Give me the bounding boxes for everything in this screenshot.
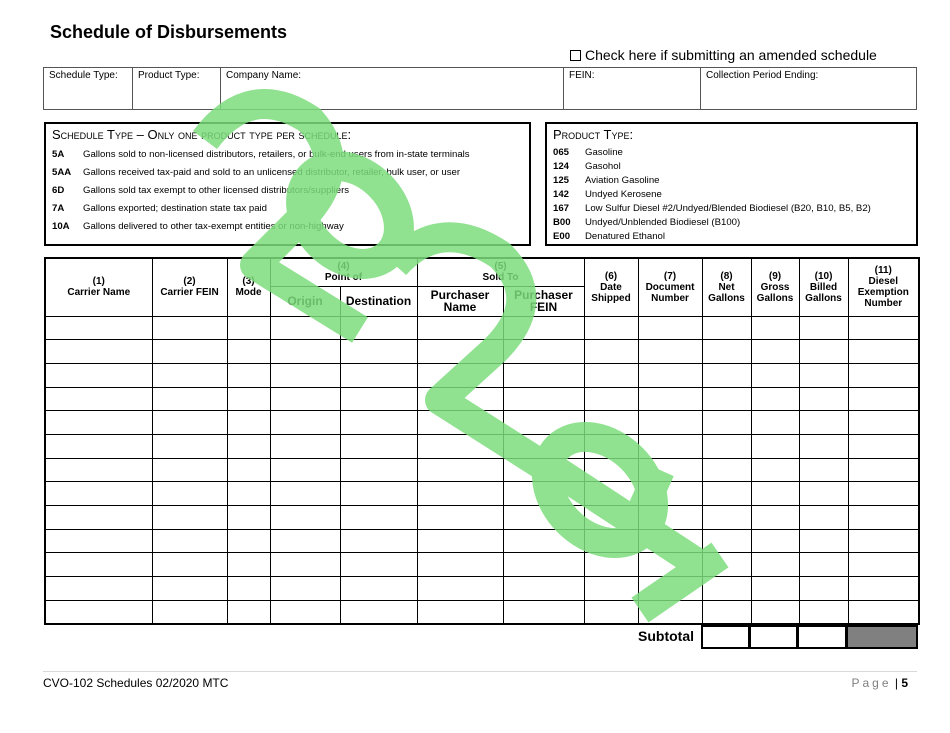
table-cell[interactable]	[638, 529, 702, 553]
table-cell[interactable]	[848, 506, 919, 530]
col-carrier-fein-header: (2) Carrier FEIN	[152, 258, 227, 316]
table-cell[interactable]	[799, 363, 848, 387]
table-cell[interactable]	[270, 529, 340, 553]
table-cell[interactable]	[227, 316, 270, 340]
table-cell[interactable]	[799, 577, 848, 601]
table-cell[interactable]	[270, 600, 340, 624]
table-cell[interactable]	[340, 363, 417, 387]
table-cell[interactable]	[227, 434, 270, 458]
footer-divider	[43, 671, 917, 672]
subtotal-shaded-cell	[846, 625, 918, 649]
table-cell[interactable]	[340, 387, 417, 411]
legend-item	[553, 146, 910, 160]
table-cell[interactable]	[417, 363, 503, 387]
col-document-number-header: (7) Document Number	[638, 258, 702, 316]
table-cell[interactable]	[702, 363, 751, 387]
table-cell[interactable]	[340, 600, 417, 624]
table-cell[interactable]	[152, 411, 227, 435]
table-cell[interactable]	[45, 387, 152, 411]
table-cell[interactable]	[848, 387, 919, 411]
legend-code: 167	[553, 203, 570, 214]
table-cell[interactable]	[45, 458, 152, 482]
table-cell[interactable]	[227, 458, 270, 482]
table-cell[interactable]	[45, 434, 152, 458]
table-cell[interactable]	[848, 577, 919, 601]
table-cell[interactable]	[417, 506, 503, 530]
col-date-shipped-header: (6) Date Shipped	[584, 258, 638, 316]
table-cell[interactable]	[638, 600, 702, 624]
page-word: Page	[851, 676, 892, 690]
legend-item	[553, 188, 910, 202]
table-row	[45, 600, 919, 624]
table-cell[interactable]	[227, 506, 270, 530]
table-cell[interactable]	[417, 482, 503, 506]
table-cell[interactable]	[702, 411, 751, 435]
table-cell[interactable]	[799, 316, 848, 340]
legend-code: B00	[553, 217, 571, 228]
legend-text: Gasoline	[585, 147, 623, 158]
table-cell[interactable]	[270, 411, 340, 435]
table-cell[interactable]	[340, 577, 417, 601]
table-cell[interactable]	[152, 316, 227, 340]
table-cell[interactable]	[340, 316, 417, 340]
table-cell[interactable]	[45, 577, 152, 601]
table-cell[interactable]	[152, 458, 227, 482]
table-cell[interactable]	[340, 482, 417, 506]
table-cell[interactable]	[45, 482, 152, 506]
product-type-legend	[545, 122, 918, 246]
table-row	[45, 363, 919, 387]
table-cell[interactable]	[751, 363, 799, 387]
table-cell[interactable]	[751, 458, 799, 482]
table-cell[interactable]	[751, 529, 799, 553]
fein-field[interactable]	[564, 68, 701, 109]
subtotal-gross-gallons[interactable]	[749, 625, 798, 649]
table-cell[interactable]	[702, 340, 751, 364]
table-cell[interactable]	[45, 529, 152, 553]
table-cell[interactable]	[227, 529, 270, 553]
table-cell[interactable]	[751, 411, 799, 435]
table-row	[45, 387, 919, 411]
table-cell[interactable]	[340, 458, 417, 482]
table-cell[interactable]	[751, 577, 799, 601]
table-cell[interactable]	[848, 482, 919, 506]
table-cell[interactable]	[638, 363, 702, 387]
footer-form-id: CVO-102 Schedules 02/2020 MTC	[43, 676, 229, 690]
table-cell[interactable]	[751, 600, 799, 624]
table-cell[interactable]	[417, 411, 503, 435]
table-cell[interactable]	[503, 387, 584, 411]
table-cell[interactable]	[417, 600, 503, 624]
table-cell[interactable]	[638, 458, 702, 482]
table-cell[interactable]	[702, 529, 751, 553]
table-cell[interactable]	[638, 553, 702, 577]
table-cell[interactable]	[152, 600, 227, 624]
legend-item	[553, 230, 910, 244]
table-cell[interactable]	[584, 553, 638, 577]
table-cell[interactable]	[799, 600, 848, 624]
table-cell[interactable]	[638, 482, 702, 506]
schedule-type-label: Schedule Type:	[49, 70, 118, 81]
table-cell[interactable]	[638, 316, 702, 340]
legend-item	[553, 202, 910, 216]
table-cell[interactable]	[702, 553, 751, 577]
table-cell[interactable]	[152, 387, 227, 411]
table-cell[interactable]	[584, 411, 638, 435]
table-cell[interactable]	[417, 387, 503, 411]
table-cell[interactable]	[702, 506, 751, 530]
table-cell[interactable]	[45, 553, 152, 577]
amended-checkbox-label: Check here if submitting an amended schedule	[585, 47, 877, 63]
table-cell[interactable]	[227, 553, 270, 577]
table-cell[interactable]	[152, 363, 227, 387]
table-cell[interactable]	[227, 577, 270, 601]
table-cell[interactable]	[503, 316, 584, 340]
table-cell[interactable]	[638, 411, 702, 435]
table-cell[interactable]	[417, 529, 503, 553]
table-cell[interactable]	[503, 577, 584, 601]
legend-text: Gallons exported; destination state tax paid	[83, 203, 267, 214]
amended-schedule-option[interactable]	[570, 47, 877, 63]
table-cell[interactable]	[702, 577, 751, 601]
table-cell[interactable]	[751, 553, 799, 577]
legend-text: Aviation Gasoline	[585, 175, 660, 186]
table-cell[interactable]	[340, 340, 417, 364]
table-cell[interactable]	[152, 340, 227, 364]
schedule-type-heading: Schedule Type – Only one product type per schedule:	[52, 127, 352, 142]
amended-checkbox[interactable]	[570, 50, 581, 61]
legend-text: Denatured Ethanol	[585, 231, 666, 242]
table-cell[interactable]	[152, 506, 227, 530]
subtotal-net-gallons[interactable]	[701, 625, 750, 649]
table-cell[interactable]	[799, 387, 848, 411]
table-cell[interactable]	[45, 363, 152, 387]
table-cell[interactable]	[584, 529, 638, 553]
company-name-field[interactable]	[221, 68, 564, 109]
table-row	[45, 411, 919, 435]
table-cell[interactable]	[340, 434, 417, 458]
table-cell[interactable]	[638, 577, 702, 601]
table-cell[interactable]	[584, 482, 638, 506]
table-cell[interactable]	[417, 458, 503, 482]
table-cell[interactable]	[503, 458, 584, 482]
table-cell[interactable]	[270, 363, 340, 387]
table-cell[interactable]	[751, 340, 799, 364]
table-cell[interactable]	[503, 553, 584, 577]
legend-text: Gallons received tax-paid and sold to an unlicensed distributor, retailer, bulk user, or user	[83, 167, 461, 178]
table-row	[45, 340, 919, 364]
legend-code: 6D	[52, 185, 65, 196]
table-cell[interactable]	[751, 482, 799, 506]
table-row	[45, 482, 919, 506]
col-diesel-exemption-header: (11) Diesel Exemption Number	[848, 258, 919, 316]
table-cell[interactable]	[702, 387, 751, 411]
table-cell[interactable]	[503, 600, 584, 624]
table-cell[interactable]	[702, 458, 751, 482]
table-row	[45, 577, 919, 601]
table-cell[interactable]	[227, 482, 270, 506]
table-cell[interactable]	[152, 482, 227, 506]
legend-item	[52, 146, 523, 164]
legend-code: 10A	[52, 221, 70, 232]
collection-period-label: Collection Period Ending:	[706, 70, 819, 81]
legend-code: E00	[553, 231, 571, 242]
table-cell[interactable]	[848, 363, 919, 387]
table-cell[interactable]	[270, 387, 340, 411]
table-cell[interactable]	[503, 340, 584, 364]
legend-text: Gallons sold to non-licensed distributors, retailers, or bulk-end users from in-state terminals	[83, 149, 470, 160]
table-cell[interactable]	[503, 434, 584, 458]
table-cell[interactable]	[799, 434, 848, 458]
table-cell[interactable]	[848, 316, 919, 340]
table-cell[interactable]	[227, 340, 270, 364]
table-cell[interactable]	[270, 553, 340, 577]
page-separator: |	[894, 676, 898, 690]
table-cell[interactable]	[45, 600, 152, 624]
table-cell[interactable]	[799, 529, 848, 553]
product-type-field[interactable]	[133, 68, 221, 109]
product-type-heading: Product Type:	[553, 127, 634, 142]
table-cell[interactable]	[848, 529, 919, 553]
col-billed-gallons-header: (10) Billed Gallons	[799, 258, 848, 316]
legend-item	[553, 160, 910, 174]
table-cell[interactable]	[799, 553, 848, 577]
table-cell[interactable]	[848, 600, 919, 624]
table-row	[45, 553, 919, 577]
header-fields	[43, 67, 917, 110]
table-cell[interactable]	[638, 506, 702, 530]
table-cell[interactable]	[503, 482, 584, 506]
legend-item	[52, 200, 523, 218]
legend-item	[52, 218, 523, 236]
legend-text: Undyed Kerosene	[585, 189, 662, 200]
table-cell[interactable]	[751, 316, 799, 340]
page-number: 5	[901, 676, 908, 690]
legend-code: 065	[553, 147, 570, 158]
col-net-gallons-header: (8) Net Gallons	[702, 258, 751, 316]
table-cell[interactable]	[848, 411, 919, 435]
table-cell[interactable]	[638, 340, 702, 364]
table-cell[interactable]	[848, 458, 919, 482]
table-cell[interactable]	[340, 529, 417, 553]
table-cell[interactable]	[227, 411, 270, 435]
table-cell[interactable]	[799, 482, 848, 506]
table-cell[interactable]	[751, 387, 799, 411]
table-cell[interactable]	[848, 340, 919, 364]
table-cell[interactable]	[799, 340, 848, 364]
table-cell[interactable]	[584, 387, 638, 411]
table-cell[interactable]	[503, 529, 584, 553]
legend-text: Low Sulfur Diesel #2/Undyed/Blended Biodiesel (B20, B10, B5, B2)	[585, 203, 871, 214]
table-cell[interactable]	[751, 434, 799, 458]
legend-code: 7A	[52, 203, 65, 214]
table-cell[interactable]	[503, 363, 584, 387]
legend-item	[553, 174, 910, 188]
schedule-type-field[interactable]	[44, 68, 133, 109]
table-cell[interactable]	[638, 387, 702, 411]
table-cell[interactable]	[417, 340, 503, 364]
table-row	[45, 316, 919, 340]
legend-code: 124	[553, 161, 570, 172]
col-carrier-name-header: (1) Carrier Name	[45, 258, 152, 316]
table-cell[interactable]	[848, 434, 919, 458]
table-cell[interactable]	[270, 340, 340, 364]
company-name-label: Company Name:	[226, 70, 302, 81]
legend-text: Gallons sold tax exempt to other licensed distributors/suppliers	[83, 185, 350, 196]
legend-item	[52, 164, 523, 182]
table-cell[interactable]	[340, 553, 417, 577]
subtotal-billed-gallons[interactable]	[797, 625, 847, 649]
page-title: Schedule of Disbursements	[50, 22, 288, 42]
table-cell[interactable]	[417, 434, 503, 458]
table-row	[45, 529, 919, 553]
table-cell[interactable]	[702, 600, 751, 624]
subtotal-label: Subtotal	[638, 628, 694, 644]
col-destination-header: Destination	[340, 286, 417, 316]
table-cell[interactable]	[270, 458, 340, 482]
page-indicator	[851, 676, 908, 690]
legend-item	[52, 182, 523, 200]
table-cell[interactable]	[638, 434, 702, 458]
legend-text: Gallons delivered to other tax-exempt entities or non-highway	[83, 221, 344, 232]
schedule-type-legend	[44, 122, 531, 246]
table-cell[interactable]	[584, 340, 638, 364]
col-sold-to-header: (5) Sold To	[417, 258, 584, 286]
table-cell[interactable]	[584, 600, 638, 624]
table-cell[interactable]	[45, 411, 152, 435]
table-cell[interactable]	[799, 458, 848, 482]
legend-code: 142	[553, 189, 570, 200]
disbursement-table	[44, 257, 920, 625]
table-cell[interactable]	[417, 316, 503, 340]
product-type-label: Product Type:	[138, 70, 200, 81]
table-row	[45, 458, 919, 482]
table-cell[interactable]	[417, 553, 503, 577]
table-cell[interactable]	[848, 553, 919, 577]
table-body	[45, 316, 919, 624]
table-cell[interactable]	[584, 434, 638, 458]
table-cell[interactable]	[584, 458, 638, 482]
table-cell[interactable]	[270, 577, 340, 601]
table-cell[interactable]	[152, 434, 227, 458]
table-cell[interactable]	[584, 506, 638, 530]
col-purchaser-name-header: Purchaser Name	[417, 286, 503, 316]
table-cell[interactable]	[503, 506, 584, 530]
col-gross-gallons-header: (9) Gross Gallons	[751, 258, 799, 316]
table-cell[interactable]	[152, 553, 227, 577]
table-cell[interactable]	[584, 577, 638, 601]
table-cell[interactable]	[227, 363, 270, 387]
table-cell[interactable]	[702, 434, 751, 458]
table-cell[interactable]	[45, 340, 152, 364]
table-cell[interactable]	[799, 506, 848, 530]
legend-text: Gasohol	[585, 161, 621, 172]
legend-code: 5AA	[52, 167, 72, 178]
table-cell[interactable]	[702, 482, 751, 506]
col-purchaser-fein-header: Purchaser FEIN	[503, 286, 584, 316]
table-cell[interactable]	[45, 316, 152, 340]
collection-period-field[interactable]	[701, 68, 916, 109]
table-cell[interactable]	[503, 411, 584, 435]
table-row	[45, 506, 919, 530]
table-cell[interactable]	[584, 363, 638, 387]
table-cell[interactable]	[270, 506, 340, 530]
table-cell[interactable]	[799, 411, 848, 435]
table-cell[interactable]	[152, 529, 227, 553]
table-cell[interactable]	[340, 411, 417, 435]
table-cell[interactable]	[702, 316, 751, 340]
table-cell[interactable]	[584, 316, 638, 340]
table-row	[45, 434, 919, 458]
table-cell[interactable]	[340, 506, 417, 530]
table-cell[interactable]	[45, 506, 152, 530]
table-cell[interactable]	[751, 506, 799, 530]
table-cell[interactable]	[417, 577, 503, 601]
legend-item	[553, 216, 910, 230]
table-cell[interactable]	[227, 600, 270, 624]
table-cell[interactable]	[152, 577, 227, 601]
col-point-of-header: (4) Point of	[270, 258, 417, 286]
legend-code: 5A	[52, 149, 65, 160]
legend-text: Undyed/Unblended Biodiesel (B100)	[585, 217, 741, 228]
fein-label: FEIN:	[569, 70, 595, 81]
table-cell[interactable]	[270, 434, 340, 458]
table-cell[interactable]	[270, 482, 340, 506]
table-cell[interactable]	[270, 316, 340, 340]
legend-code: 125	[553, 175, 570, 186]
col-mode-header: (3) Mode	[227, 258, 270, 316]
col-origin-header: Origin	[270, 286, 340, 316]
table-cell[interactable]	[227, 387, 270, 411]
